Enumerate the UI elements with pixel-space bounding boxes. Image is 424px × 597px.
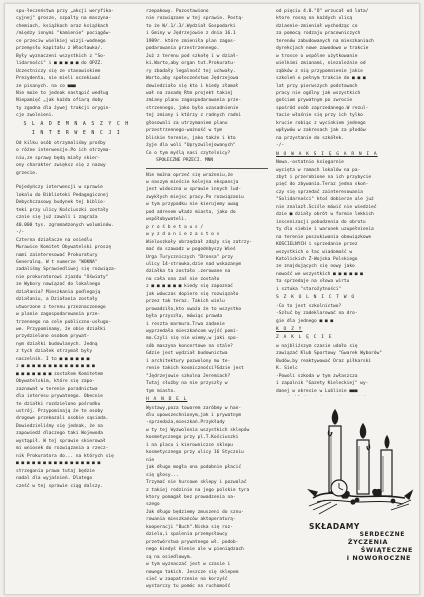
text-line: dziaenie-zmieniał wychodząc co <box>276 23 358 29</box>
text-line: Trzymać nie hurcowe sklepy i pozwalać <box>146 480 247 486</box>
text-line: lat przy pierwszych podstawach <box>276 83 358 89</box>
document-page <box>4 3 420 595</box>
text-line: Gdzie jest wydział budownictwa <box>146 351 228 357</box>
text-line: z takiej rodzinie na jego polskie tyra <box>146 487 250 493</box>
text-line: i zapalnik "Gazety Kieleckiej" wy- <box>276 381 369 387</box>
text-line: -/- <box>16 230 25 236</box>
text-line: -Powoli szkoda w tym zwłaszcza <box>276 373 358 379</box>
text-line: lidarności" i ■ ■ ■ ■ ■ do OPZZ. <box>16 61 103 67</box>
text-line: przydzielono osobom prywat- <box>16 334 90 340</box>
column-middle-top <box>146 8 268 157</box>
column-right-mid <box>276 159 412 293</box>
text-line: dzie ■ działy obrót w formie lekkich <box>276 212 374 218</box>
text-line: prowadziło,kto uważa że to wszystko <box>146 306 242 312</box>
text-line: Pojedyńczy interwencji w sprawie <box>16 185 103 191</box>
text-line: p r o ś b e t a u s / <box>146 224 204 230</box>
text-line: ■ ■ ■ ■ ■ ■ ■ zostałem Komitetem <box>16 371 103 377</box>
flame-icon <box>332 410 337 424</box>
text-line <box>276 395 412 396</box>
text-line: zbyt i przerobione na ich przybycie <box>276 174 372 180</box>
text-line: przemysłu kapitału z Włocławka/. <box>16 46 103 52</box>
text-line: Debychczasowy budynek tej biblio- <box>16 200 106 206</box>
text-line: współobywateli. <box>146 217 187 223</box>
text-line: ze Wybory nawiązać do lokalnego <box>16 282 101 288</box>
text-line: się głosy... <box>146 472 179 478</box>
signature: SPOŁECZNE PRZECI. MNN <box>156 158 214 164</box>
text-line: żyje dla woli "Upryzwilejowanych" <box>146 143 236 149</box>
spell-heading: Z A K L Ę C I E <box>276 335 333 341</box>
text-line: z tych działek otrzymał były <box>16 349 93 355</box>
text-line: pracy nie ogólny jak wszystkich <box>276 90 361 96</box>
text-line: zmiany planu zagospodarowania prze- <box>146 98 242 104</box>
text-line: mi wniosek do rozwiązania a rzecz- <box>16 446 109 452</box>
text-line: w tym wyznaczać jest w czasie i <box>146 562 231 568</box>
text-line: 40.000 tys. zgromadzonych woluminów. <box>16 222 114 228</box>
text-line: przez tak teraz. Takich wielu <box>146 299 225 305</box>
text-line: nego kiedyś klenie ale w pieniądzach <box>146 547 244 553</box>
text-line: Obywatelskim, które się zapo- <box>16 379 95 385</box>
text-line: Wieloszkoły obrzędzał zdąży się zatrzy- <box>146 239 252 245</box>
section-heading: S L A D E M N A S Z Y C H <box>23 120 130 127</box>
text-line: ty zgodna dla żywej trakcji orygin- <box>16 105 112 111</box>
text-line: "Jędrzejowie szkolna Jeremiach? <box>146 373 231 379</box>
text-line: dowiedziało się kto i kiedy złamał <box>146 83 239 89</box>
text-line: sób maszyna koncertowe na stale? <box>146 343 233 349</box>
text-line: gie dla jednego ■ ■ ■ <box>276 318 334 324</box>
text-line: nie <box>146 457 155 463</box>
text-line: utworzone z terenu przeznaczonego <box>16 304 106 310</box>
text-line: i sztuka "starożytności" <box>276 286 342 292</box>
text-line: podarowania przestrzennego. <box>146 46 220 52</box>
text-line: spośród osób zaprzedanego.W rezul- <box>276 105 369 111</box>
text-line: Niepamięć „jak każda ofiarą doby <box>16 98 103 104</box>
text-line: ustrój. Przypominają że te osoby <box>16 409 103 415</box>
text-line: terenów zabudowanych na mieszkaniach <box>276 38 374 44</box>
text-line: nie prokuratorowi zjazdu "Oświaty" <box>16 274 109 280</box>
greeting-line-2: SERDECZNE <box>359 531 405 538</box>
text-line: nadal dla wyjaśnień. Dlatego <box>16 476 93 482</box>
text-line: -/- <box>276 143 285 149</box>
text-line: -Co to jest szkolnictwo? <box>276 303 342 309</box>
column-middle <box>146 8 268 588</box>
text-line: Warto,aby społeczeństwo Jędrzejowa <box>146 76 239 82</box>
text-line: zaznawał w terenie poradnictwa <box>16 386 98 392</box>
text-line: Nie można oprzeć się wrażeniu,że <box>146 172 233 178</box>
text-line: Od kilku osób otrzymaliśmy prośby <box>16 140 106 146</box>
text-line: nym działki budowlanych. Jedną <box>16 341 98 347</box>
text-line: działaniu, a Działania zostały <box>16 297 98 303</box>
text-line: cześć w tej sprawie ciąg dalszy. <box>16 483 103 489</box>
text-line: dlu upowszechnionym,jak i prywatnym <box>146 413 242 419</box>
text-line: Były wyznaczeni wszystkich z "So- <box>16 53 106 59</box>
column-right-bottom <box>276 343 412 396</box>
text-line: i reszta marmura.Trwa zadanie <box>146 321 225 327</box>
text-line: niu,ze sprawy będą miały skier- <box>16 155 101 161</box>
text-line: ktory pomagał bez prowadzenia na- <box>146 495 236 500</box>
school-heading: S Z K O L N I C T W O <box>276 295 356 301</box>
text-line: chemiach, książkach oraz książkach <box>16 23 109 29</box>
text-line: na terenie poszukiwania obowiązkowe <box>276 234 372 240</box>
text-line: ząbków z nią przypomnienie jakie <box>276 68 363 74</box>
text-line: zapowiedź dlaczego taki Wojewoda <box>16 431 103 437</box>
text-line: w trosce o wspólne użytkowanie <box>276 53 358 59</box>
text-line: tacie właśnie się przy ich tylko <box>276 113 363 119</box>
text-line: rzepakowy. Pozostawiono <box>146 9 209 14</box>
text-line: wycięta w ramach lokalów na pa- <box>276 167 361 173</box>
greeting-line-3: ŻYCZENIA <box>347 538 389 546</box>
text-line: z ■ ■ ■ ■ ■ ■ ■ ■ ■ ■ ■ ■ ■ ■ <box>16 364 95 370</box>
text-line: cyjnej" grosze, szpalty na maszyna- <box>16 16 112 22</box>
kozy-heading: K O Z Y <box>276 327 303 333</box>
text-line: Murawice Komitet Obywatelski proszę <box>16 245 112 251</box>
text-line: wystarczy tu pomóc na ruchomość <box>146 584 231 588</box>
text-line: wyprzedała mieszkańcom wyjść pomi- <box>146 329 239 335</box>
text-line: wystąpił. W tej sprawie skierował <box>16 438 106 444</box>
text-line: zwykłych miejsc pracy.Po rozwiązaniu <box>146 194 244 200</box>
text-line: wszystkich o łac wiadomość w <box>276 249 353 255</box>
column-middle-mid <box>146 172 268 396</box>
text-line: dziela,i spalenia przemysłowcy <box>146 532 228 538</box>
text-line: teki przy ulicy Kościuszki zostały <box>16 207 109 213</box>
text-line: /między innymi "kamienie" pociągów- <box>16 31 112 37</box>
text-line: spu-łeczeństwa przy „akcji weryfika- <box>16 9 114 14</box>
text-line: gościom prywatnym po zwrocie <box>276 98 353 104</box>
text-line: w naszym mieście kolejna ekspansja <box>146 179 239 185</box>
text-line: w najbliższym czasie udało się <box>276 343 358 349</box>
text-line: -sprzedaża,mieszkań.Przykłady <box>146 420 225 426</box>
text-line <box>16 177 137 184</box>
text-line: Co o tym myślą nasi czytelnicy? <box>146 150 231 156</box>
greeting-line-1: SKŁADAMY <box>309 522 360 531</box>
text-line: krucie robiąc z wycinkiem jednego <box>276 120 366 126</box>
text-line: Generalną. W t numerze "WOKNA" <box>16 259 98 265</box>
text-line: ze pisanych. na co ■■■ <box>16 83 76 89</box>
text-line: 1989r. które zmieniła plan zagos- <box>146 38 236 44</box>
text-line: Nowa.-ostatnio księgarnie <box>276 160 344 166</box>
text-line: działania? Mieszkania podlegają <box>16 289 101 295</box>
text-line: Jak długo będziemy zmuszeni do sznu- <box>146 509 244 515</box>
text-line: za pomocą rodzaju pracowniczych <box>276 31 361 37</box>
text-line: strzennego, jako było uzasadnienie <box>146 105 239 111</box>
text-line: -Szłuć by zadeklarować na dro- <box>276 311 358 317</box>
text-line: ta sprzedaje na słowa wirtu <box>276 279 350 285</box>
text-line: zadaliśmy Sprawiedliwej się rozwiąza- <box>16 267 117 273</box>
text-line: cje zwolnieni. <box>16 113 55 119</box>
text-line: Urga Turyczniczych "Dronsa" przy <box>146 254 233 260</box>
bookshop-heading: N O W A K S I Ę G A R N I A <box>276 151 378 157</box>
intro-paragraph <box>16 8 137 120</box>
text-line: jak wówczas dopiero się rozwiązało <box>146 291 239 297</box>
text-line: mać do szawadz w pogodnbyszy Wieś <box>146 247 236 253</box>
text-line: była przyszła, mówiąc prawda <box>146 314 223 320</box>
text-line: bliskie terenie, jako także i kto <box>146 135 236 141</box>
column-right-mid2 <box>276 303 412 325</box>
column-left <box>16 8 137 588</box>
text-line: mo.Czyli się nie wiemy,w jaki spo- <box>146 336 239 342</box>
text-line: i Gminy w Jędrzejowie z dnia 16.1 <box>146 31 236 37</box>
text-line: ze znajdujących się nowy jako <box>276 264 355 270</box>
text-line: te działki rozdzielono pośrodku <box>16 401 101 407</box>
text-line: nami zainteresować Prokuratury <box>16 252 98 258</box>
text-line: przestrzennego-ważność w tym <box>146 128 223 134</box>
text-line: nowość we wszystkich ■ ■ ■ ■ ■ ■ <box>276 271 363 277</box>
divider <box>146 168 268 169</box>
text-line: Katolickich Ż-Wojska Polskiego <box>276 256 358 262</box>
text-line: pięć do zbywania.Teraz jedna skoń- <box>276 182 369 188</box>
text-line: czy się sprzedać zainteresowania <box>276 189 363 195</box>
text-line: jak długo mogła ona podobnie płacić <box>146 465 242 471</box>
text-line: KOŚCIELNYCH i sprzedanie przez <box>276 242 358 248</box>
text-line: przetwórstwa prywatnego wł. podob- <box>146 539 239 545</box>
text-line: dyrekcjach nowe zawodowo w trakcie <box>276 46 369 52</box>
text-line: w ty tej Wyzwolenia wszystkich sklepów <box>146 427 250 433</box>
holiday-greeting <box>305 522 415 582</box>
text-line: ty dla siebie i warunek uzupełnienia <box>276 227 374 233</box>
text-line: o różne interwencje.Po ich otrzyma- <box>16 148 112 154</box>
text-line: trzennego na cele publiczno-usługo- <box>16 319 112 325</box>
text-line: inscenizacji pobudzenia do obrotu <box>276 219 366 225</box>
text-line: ulicy 14-strowka,dzie nad wskazanym <box>146 261 242 267</box>
text-line: i architektury pozwolony mu te- <box>146 358 231 364</box>
text-line: Uczestniczy się ze stanowiskiem <box>16 68 101 74</box>
text-line: szkoleń o pełnym trakcie do ■ ■ ■ <box>276 76 366 82</box>
text-line: kooperacji "Buch".Niska się roz- <box>146 524 233 530</box>
text-line: ■ ■ ■ ■ ■ ■ ■ ■ ■ ■ ■ ■ ■ ■ ■ ■ <box>16 461 101 467</box>
text-line: działka ta zostało .zerowane na <box>146 269 231 275</box>
column-middle-bottom <box>146 405 268 588</box>
text-line: tym miasto. <box>146 388 176 394</box>
candles-illustration <box>305 402 415 522</box>
text-line: z ■ ■ ■ ■ ■ ■ kiedy się zapoznać <box>146 284 233 290</box>
text-line: we. Przypominamy, że obie działki <box>16 327 106 333</box>
text-line: jest widoczna w sprawie innych lud- <box>146 187 242 193</box>
text-line: i na placu i kierowniczce sklepu <box>146 442 233 448</box>
text-line: lokalu do Biblioteki Pedagogicznej <box>16 192 109 198</box>
text-line: kosmetycznego przy pl.T.Kościuszki <box>146 435 239 441</box>
text-line: zawiązać Klub Sportowy "Gwarek Wyborów" <box>276 351 382 357</box>
text-line: od pięciu 4.0."Ó" wrzucał od lata/ <box>276 9 369 14</box>
text-line: w y z d a n i e z a s t o s <box>146 232 220 238</box>
text-line: Tutaj służby na nie przyszły w <box>146 381 228 387</box>
text-line: pod adresem władz miasta, jako do <box>146 209 236 215</box>
text-line: wpływów w zakresach jak za płodów <box>276 128 366 134</box>
greeting-line-4: ŚWIĄTECZNE <box>360 546 413 554</box>
text-line: drogowe przekazali osobie sąsiada. <box>16 416 109 422</box>
text-line: wielkimi zmianami, niezależnie od <box>276 61 366 67</box>
text-line: nik Prokuratora do... na których się <box>16 453 114 459</box>
text-line: Dowiedzieliśmy się jednak, że na <box>16 423 103 429</box>
text-line: Już z terenu pod szkołę i w dział- <box>146 53 239 59</box>
text-line: na cała ona zaś nie zostało <box>146 276 220 282</box>
text-line: nowego takich. Jeszcze się sklepem <box>146 569 239 575</box>
text-line: Nie może to jednak nastąpić według <box>16 90 109 96</box>
text-line: ony charakter zwiększ się z nazwy <box>16 163 106 169</box>
text-line: K. Sielc <box>276 366 298 372</box>
text-line: Wystawy,poza towarem zaróbmy w han- <box>146 405 242 411</box>
text-line: naczelnik. I to ■ ■ ■ ■ ■ ■ <box>16 356 90 362</box>
text-line: dla interesu prywatnego. Obecnie <box>16 394 103 400</box>
text-line: ce przeciw wielkiej wizji-wodnego <box>16 38 106 44</box>
text-line: w planie zagospodarowania prze- <box>16 312 101 318</box>
text-line: Budów,by reaktywować Oraz piłkarski <box>276 358 372 364</box>
text-line: to że W/.1/.3/.Wydział Gospodarki <box>146 23 236 29</box>
text-line: rowania mieszkańców aktoperaturą- <box>146 517 236 523</box>
flame-icon <box>385 436 389 448</box>
text-line: Czterna działacze na osiedlu <box>16 237 93 243</box>
text-line: Prezydenta, nie mieli oczekiwać <box>16 76 101 82</box>
text-line: na przystanie do szkółek. <box>276 135 344 141</box>
text-line: tej zmiany i którzy z radnych radni <box>146 113 242 119</box>
column-right-top <box>276 8 412 150</box>
text-line: ktore rosną na każdych ulicą <box>276 16 353 22</box>
text-line: głosowali za utrzymaniem planu <box>146 120 228 126</box>
flame-icon <box>360 424 365 438</box>
text-line: sieć w zaopatrzenie na korzyść <box>146 576 228 582</box>
text-line: kosmetycznego przy ulicy 16 Styczniu <box>146 450 244 456</box>
text-line: wał na zasadę Rtm projekt takiej <box>146 90 233 96</box>
text-line: szego <box>146 502 160 508</box>
text-line: nie rozwiązane w tej sprawie. Postą- <box>146 16 244 22</box>
text-line: ki.Warto,aby organ tut.Prokuratu- <box>146 61 236 67</box>
greeting-line-5: i NOWOROCZNE <box>346 554 411 562</box>
text-line: ry zbadały legalność tej uchwały. <box>146 68 236 74</box>
text-line: są na osiedlowym. <box>146 554 193 560</box>
text-line: nie znalazł.Ściśle mówić nie wiedzieć <box>276 204 377 210</box>
text-line: cznie się już zawali i zagraża <box>16 215 98 221</box>
text-line: grzecie. <box>16 170 38 176</box>
handel-heading: H A N D E L <box>146 397 188 403</box>
text-line: renie takich kosmiczności?Gdzie jest <box>146 366 244 372</box>
section-heading-line2: I N T E R W E N C J I <box>31 130 122 137</box>
text-line: strzegania prawa tutaj będzie <box>16 468 95 474</box>
text-line: w tym przypadku nie kierujemy uwag <box>146 202 239 208</box>
column-right <box>276 8 412 396</box>
text-line: "Solidarności" ktoś dobierze ale już <box>276 197 374 203</box>
interventions-body <box>16 140 137 490</box>
text-line: danej w okresie w Lublinie ■■■ <box>276 388 358 394</box>
